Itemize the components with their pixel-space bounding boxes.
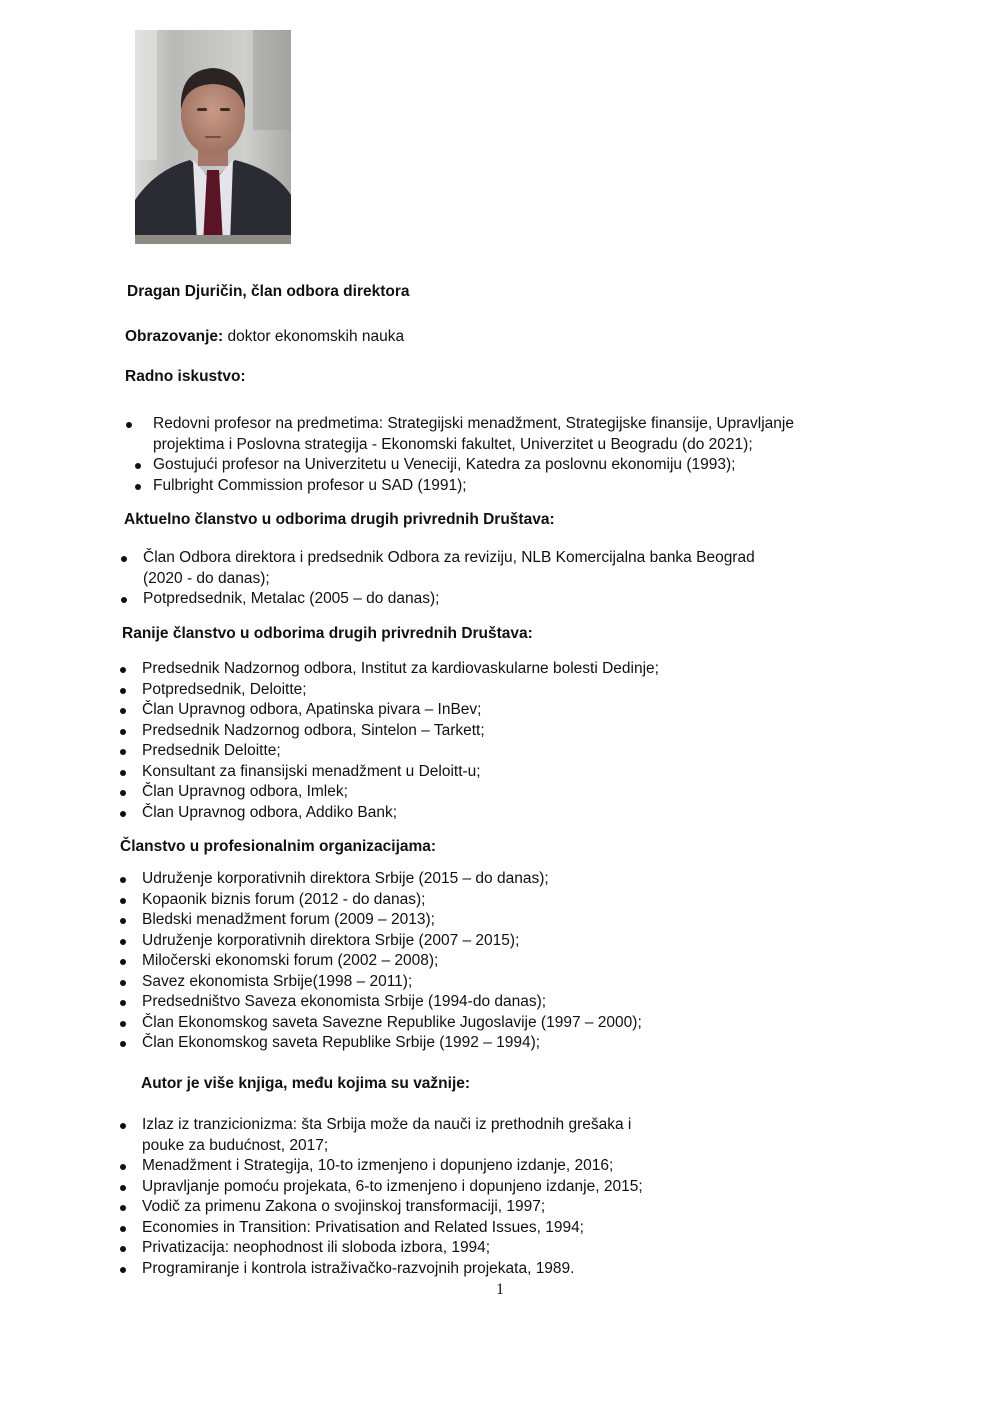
list-item-text: Miločerski ekonomski forum (2002 – 2008); [142,952,439,969]
bullet-icon [120,898,126,904]
list-item-text: Redovni profesor na predmetima: Strategijski menadžment, Strategijske finansije, Upravljanje [153,415,794,432]
list-item-text: Udruženje korporativnih direktora Srbije (2007 – 2015); [142,931,520,949]
education-value: doktor ekonomskih nauka [223,328,405,345]
list-item-text: projektima i Poslovna strategija - Ekonomski fakultet, Univerzitet u Beogradu (do 2021); [153,435,753,453]
bullet-icon [120,877,126,883]
former-boards-heading: Ranije članstvo u odborima drugih privrednih Društava: [122,625,533,642]
bullet-icon [120,729,126,735]
list-item-text: pouke za budućnost, 2017; [142,1136,329,1154]
portrait-photo [135,30,291,244]
list-item [0,455,794,476]
list-item-text: Bledski menadžment forum (2009 – 2013); [142,911,435,928]
bullet-icon [120,1123,126,1129]
list-item-continuation [0,1136,643,1157]
list-item-text: Predsednik Nadzornog odbora, Institut za kardiovaskularne bolesti Dedinje; [142,660,659,677]
list-item-text: Predsednik Nadzornog odbora, Sintelon – Tarkett; [142,721,485,739]
bullet-icon [120,1267,126,1273]
list-item [0,700,659,721]
bullet-icon [120,770,126,776]
list-item [0,721,659,742]
person-name-title: Dragan Djuričin, član odbora direktora [127,283,410,300]
list-item [0,1259,643,1280]
list-item [0,1177,643,1198]
list-item [0,972,642,993]
list-item [0,414,794,435]
education-label: Obrazovanje: [125,328,224,345]
bullet-icon [120,1041,126,1047]
bullet-icon [120,1021,126,1027]
list-item [0,910,642,931]
work-experience-list [0,414,794,496]
bullet-icon [121,556,127,562]
bullet-icon [120,790,126,796]
list-item [0,803,659,824]
bullet-icon [120,1000,126,1006]
bullet-icon [120,918,126,924]
list-item-text: Član Upravnog odbora, Imlek; [142,783,348,800]
list-item [0,1238,643,1259]
list-item-text: Vodič za primenu Zakona o svojinskoj transformaciji, 1997; [142,1198,546,1215]
bullet-icon [120,980,126,986]
bullet-icon [120,708,126,714]
professional-orgs-list [0,869,642,1054]
list-item [0,782,659,803]
list-item-text: Upravljanje pomoću projekata, 6-to izmenjeno i dopunjeno izdanje, 2015; [142,1177,643,1195]
list-item [0,1013,642,1034]
bullet-icon [120,1164,126,1170]
bullet-icon [120,811,126,817]
list-item-text: Programiranje i kontrola istraživačko-razvojnih projekata, 1989. [142,1259,575,1277]
work-experience-heading: Radno iskustvo: [125,368,246,385]
education-line [125,327,404,348]
list-item-text: Izlaz iz tranzicionizma: šta Srbija može da nauči iz prethodnih grešaka i [142,1116,632,1133]
list-item-text: Član Upravnog odbora, Addiko Bank; [142,803,398,821]
list-item-text: Član Odbora direktora i predsednik Odbora za reviziju, NLB Komercijalna banka Beograd [143,549,755,566]
portrait-illustration [135,30,291,244]
list-item [0,1197,643,1218]
list-item [0,1218,643,1239]
list-item [0,548,755,569]
current-boards-list [0,548,755,610]
bullet-icon [135,484,141,490]
list-item-continuation [0,435,794,456]
bullet-icon [120,1205,126,1211]
list-item-text: Predsedništvo Saveza ekonomista Srbije (1994-do danas); [142,993,547,1010]
bullet-icon [120,1246,126,1252]
bullet-icon [120,939,126,945]
former-boards-list [0,659,659,823]
bullet-icon [120,1185,126,1191]
current-boards-heading: Aktuelno članstvo u odborima drugih privrednih Društava: [124,511,555,528]
list-item-text: Potpredsednik, Metalac (2005 – do danas); [143,590,440,607]
professional-orgs-heading: Članstvo u profesionalnim organizacijama: [120,838,437,855]
list-item [0,741,659,762]
list-item [0,476,794,497]
bullet-icon [126,422,132,428]
list-item-text: Član Ekonomskog saveta Republike Srbije (1992 – 1994); [142,1034,541,1051]
list-item [0,589,755,610]
list-item-text: (2020 - do danas); [143,569,270,587]
list-item [0,992,642,1013]
list-item [0,1033,642,1054]
list-item-text: Fulbright Commission profesor u SAD (1991); [153,476,467,494]
list-item-text: Udruženje korporativnih direktora Srbije (2015 – do danas); [142,870,549,887]
list-item [0,1156,643,1177]
list-item-text: Savez ekonomista Srbije(1998 – 2011); [142,972,413,990]
bullet-icon [120,667,126,673]
books-list [0,1115,643,1279]
list-item [0,951,642,972]
list-item [0,931,642,952]
list-item-text: Gostujući profesor na Univerzitetu u Veneciji, Katedra za poslovnu ekonomiju (1993); [153,456,736,473]
bullet-icon [120,749,126,755]
list-item-text: Kopaonik biznis forum (2012 - do danas); [142,890,426,908]
page-number: 1 [496,1281,504,1298]
bullet-icon [135,463,141,469]
bullet-icon [120,959,126,965]
list-item-text: Privatizacija: neophodnost ili sloboda izbora, 1994; [142,1239,491,1256]
bullet-icon [120,688,126,694]
list-item-text: Predsednik Deloitte; [142,742,281,759]
list-item-text: Menadžment i Strategija, 10-to izmenjeno i dopunjeno izdanje, 2016; [142,1157,614,1174]
list-item [0,659,659,680]
list-item [0,680,659,701]
list-item [0,1115,643,1136]
list-item-text: Konsultant za finansijski menadžment u Deloitt-u; [142,762,481,780]
list-item [0,890,642,911]
books-heading: Autor je više knjiga, među kojima su važnije: [141,1075,471,1092]
list-item-text: Economies in Transition: Privatisation and Related Issues, 1994; [142,1218,584,1236]
list-item-continuation [0,569,755,590]
list-item-text: Član Upravnog odbora, Apatinska pivara – InBev; [142,701,482,718]
list-item-text: Član Ekonomskog saveta Savezne Republike Jugoslavije (1997 – 2000); [142,1013,642,1031]
bullet-icon [120,1226,126,1232]
list-item [0,869,642,890]
bullet-icon [121,597,127,603]
list-item-text: Potpredsednik, Deloitte; [142,680,307,698]
list-item [0,762,659,783]
